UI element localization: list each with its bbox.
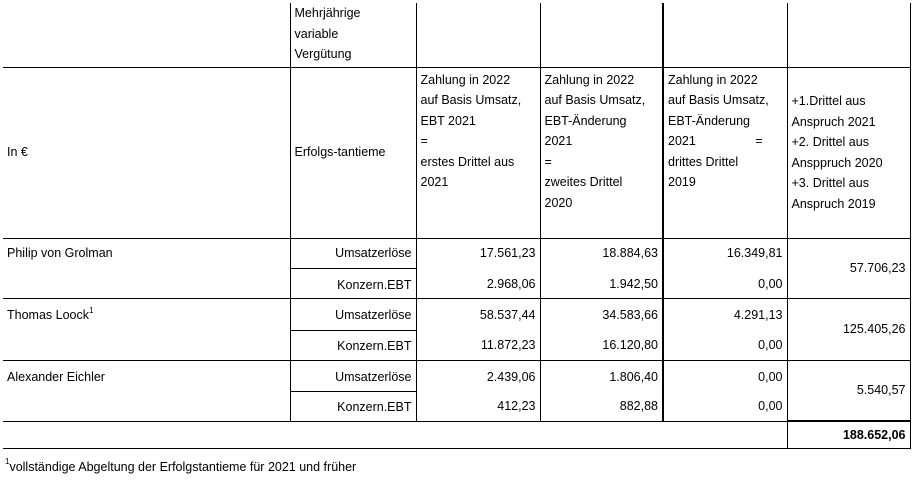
value-cell: 34.583,66 [540, 298, 663, 330]
header-in-euro: In € [3, 67, 290, 238]
value-cell: 58.537,44 [416, 298, 540, 330]
value-cell: 0,00 [663, 360, 787, 391]
footnote-text: vollständige Abgeltung der Erfolgstantieme für 2021 und früher [9, 460, 357, 474]
header-blank-cell [416, 3, 540, 67]
ebt-label: Konzern.EBT [290, 268, 416, 298]
header-zahlung-2019-mid [668, 131, 783, 152]
header-zahlung-2020: Zahlung in 2022 auf Basis Umsatz, EBT-Änderung 2021 = zweites Drittel 2020 [540, 67, 663, 238]
footnote-mark: 1 [88, 305, 94, 315]
header-blank-cell [787, 3, 910, 67]
value-cell: 882,88 [540, 391, 663, 421]
grand-total: 188.652,06 [787, 421, 910, 448]
total-row-blank [3, 421, 787, 448]
value-cell: 4.291,13 [663, 298, 787, 330]
value-cell: 18.884,63 [540, 238, 663, 268]
ebt-label: Konzern.EBT [290, 391, 416, 421]
umsatz-label: Umsatzerlöse [290, 298, 416, 330]
value-cell: 2.439,06 [416, 360, 540, 391]
person-name: Philip von Grolman [3, 238, 290, 298]
value-cell: 0,00 [663, 391, 787, 421]
header-blank-cell [663, 3, 787, 67]
header-year-2021: 2021 [668, 134, 696, 148]
value-cell: 16.349,81 [663, 238, 787, 268]
umsatz-label: Umsatzerlöse [290, 360, 416, 391]
header-mehrjaehrige: Mehrjährige variable Vergütung [290, 3, 416, 67]
umsatz-label: Umsatzerlöse [290, 238, 416, 268]
header-zahlung-2019-bottom: drittes Drittel 2019 [668, 154, 739, 189]
value-cell: 1.942,50 [540, 268, 663, 298]
header-blank-cell [3, 3, 290, 67]
person-total: 57.706,23 [787, 238, 910, 298]
header-erfolgstantieme: Erfolgs-tantieme [290, 67, 416, 238]
footnote-sup: 1 [5, 457, 10, 466]
person-total: 125.405,26 [787, 298, 910, 360]
compensation-table [3, 3, 911, 449]
value-cell: 0,00 [663, 330, 787, 360]
header-blank-cell [540, 3, 663, 67]
header-summe: +1.Drittel aus Anspruch 2021 +2. Drittel aus Ansppruch 2020 +3. Drittel aus Anspruch 2019 [787, 67, 910, 238]
value-cell: 1.806,40 [540, 360, 663, 391]
value-cell: 17.561,23 [416, 238, 540, 268]
ebt-label: Konzern.EBT [290, 330, 416, 360]
value-cell: 412,23 [416, 391, 540, 421]
header-zahlung-2019-top: Zahlung in 2022 auf Basis Umsatz, EBT-Änderung [668, 72, 769, 128]
value-cell: 2.968,06 [416, 268, 540, 298]
header-zahlung-2019 [663, 67, 787, 238]
person-total: 5.540,57 [787, 360, 910, 421]
value-cell: 11.872,23 [416, 330, 540, 360]
header-equals: = [755, 134, 763, 148]
person-name: Alexander Eichler [3, 360, 290, 421]
value-cell: 16.120,80 [540, 330, 663, 360]
header-zahlung-2021: Zahlung in 2022 auf Basis Umsatz, EBT 2021 = erstes Drittel aus 2021 [416, 67, 540, 238]
value-cell: 0,00 [663, 268, 787, 298]
footnote [5, 457, 357, 474]
person-name: Thomas Loock$^1$ [3, 298, 290, 360]
